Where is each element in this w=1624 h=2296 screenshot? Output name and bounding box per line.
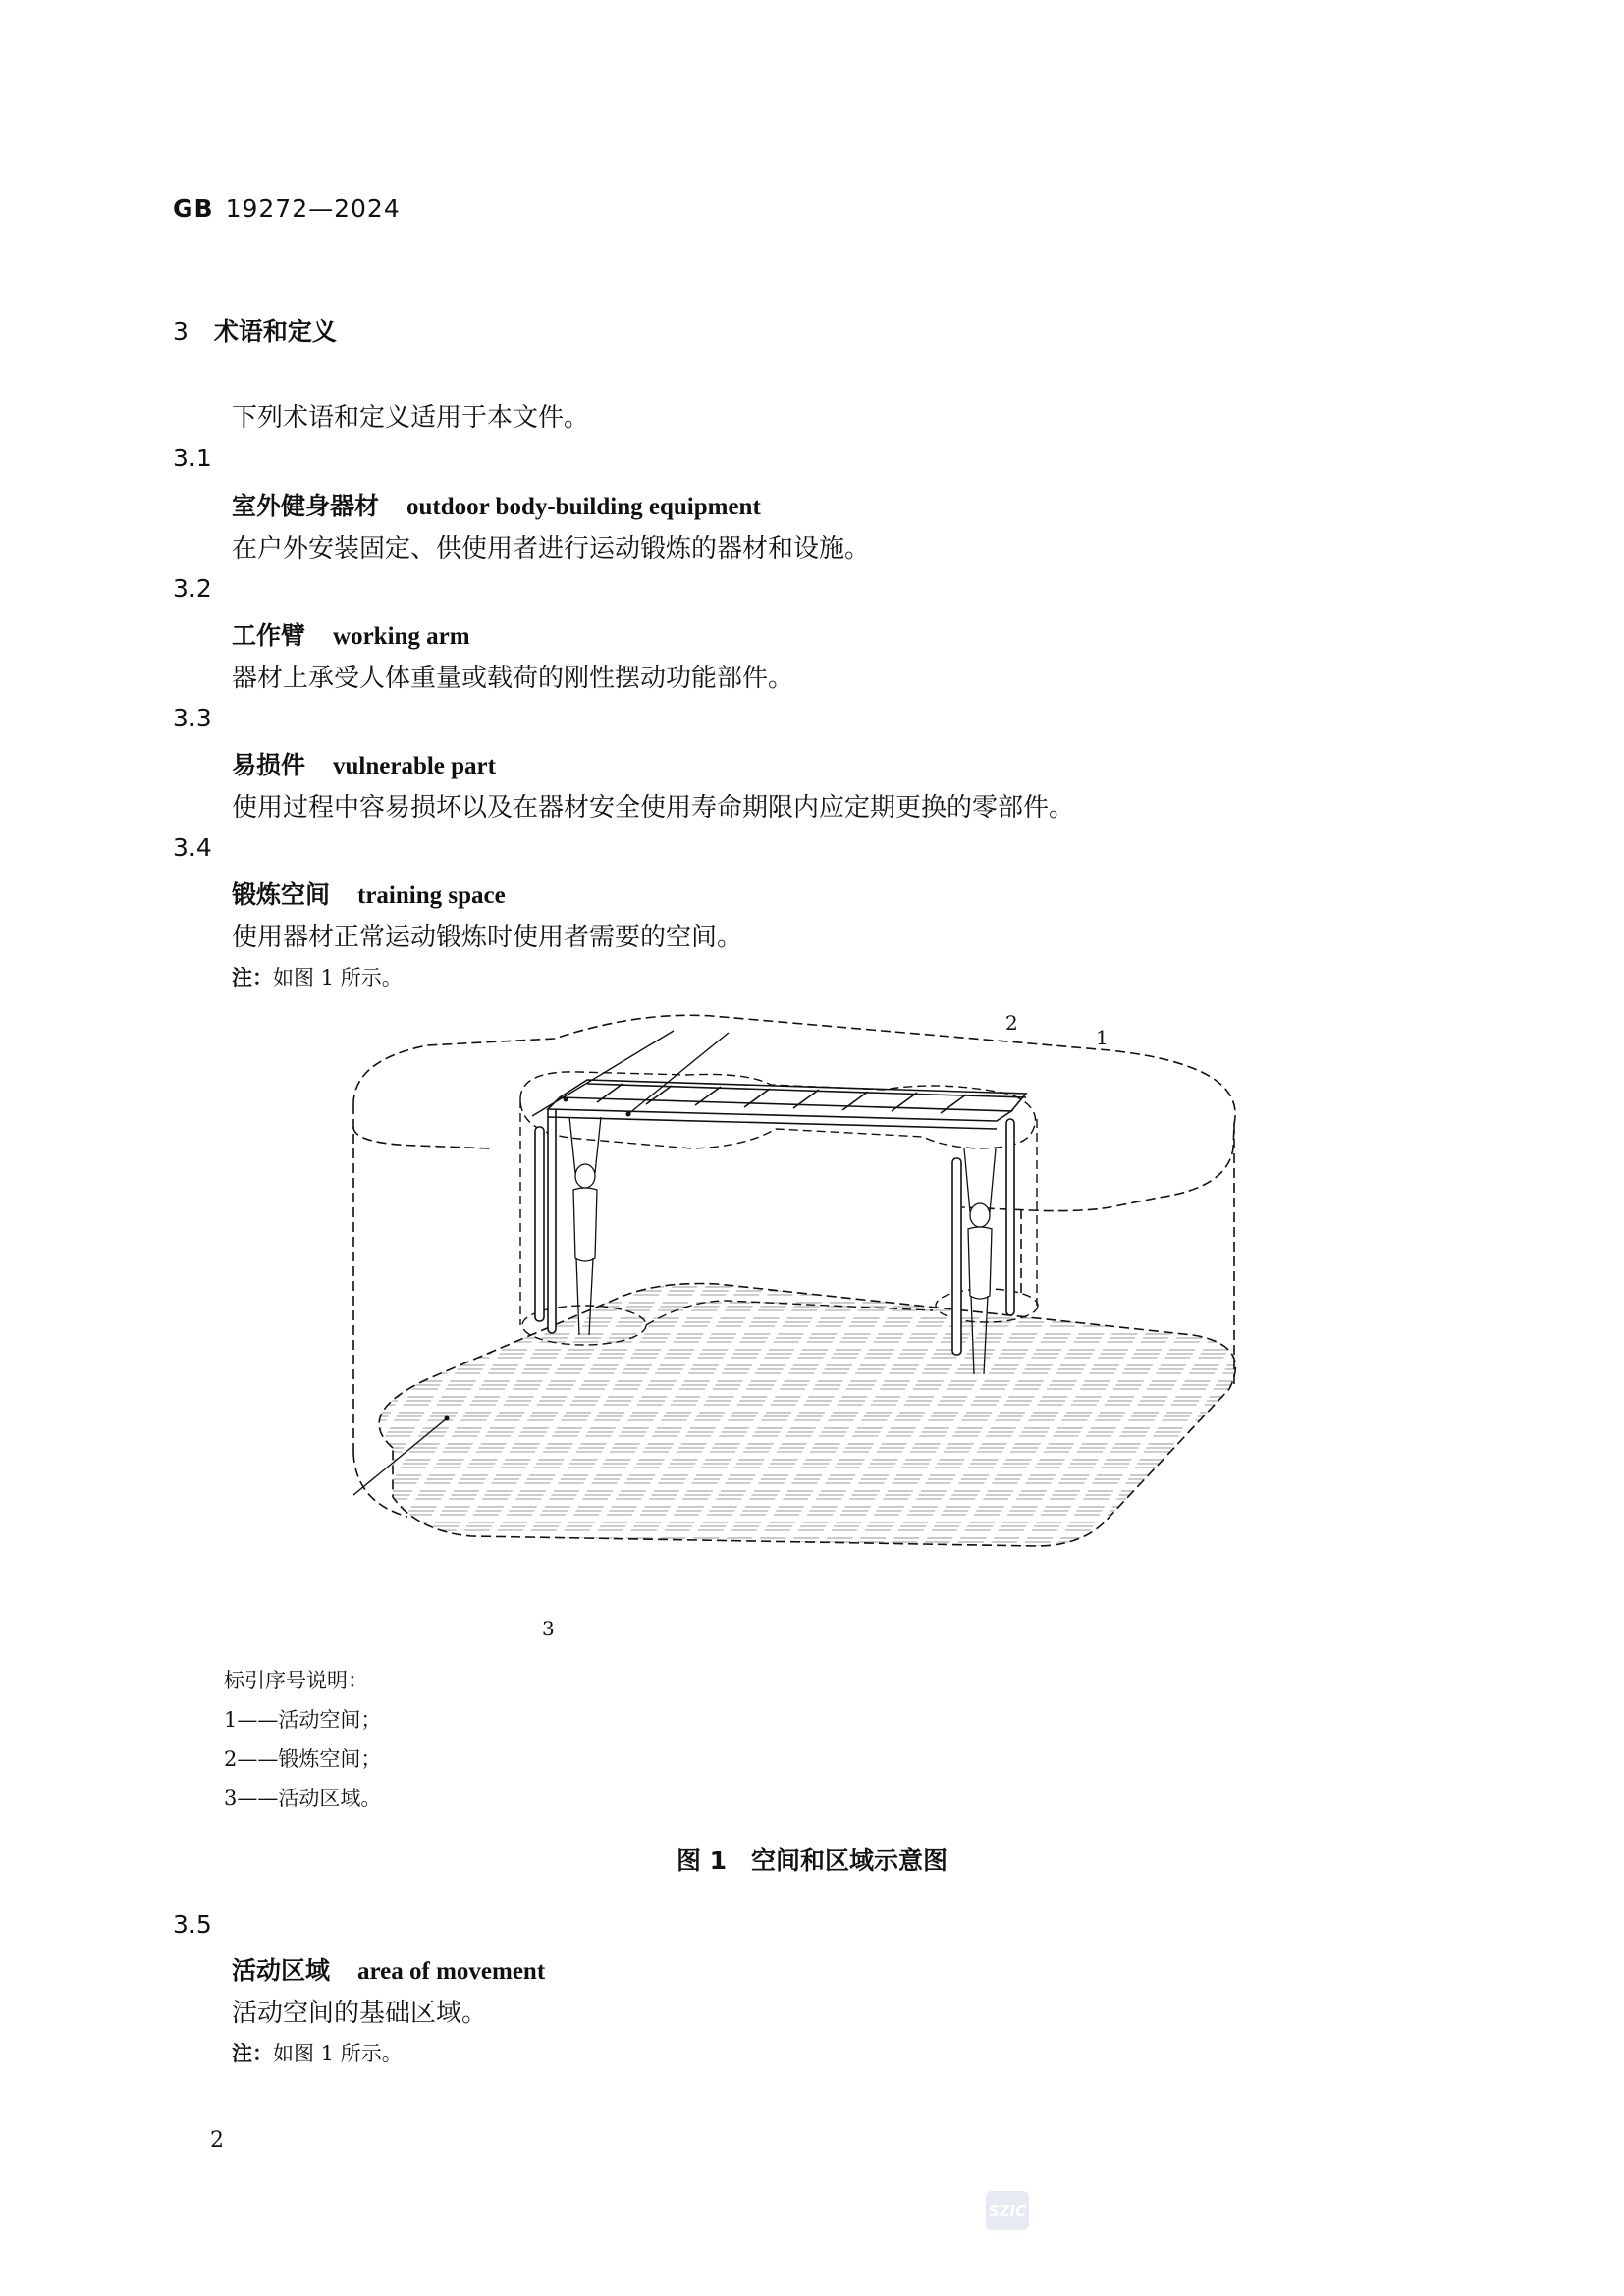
term-title bbox=[232, 487, 761, 522]
term-title bbox=[232, 1951, 545, 1987]
term-en: working arm bbox=[333, 623, 470, 650]
term-number: 3.2 bbox=[173, 574, 212, 603]
term-title bbox=[232, 876, 506, 911]
term-note bbox=[232, 2038, 403, 2067]
page-number: 2 bbox=[210, 2128, 224, 2153]
legend-item: 3——活动区域。 bbox=[224, 1787, 382, 1810]
section-number: 3 bbox=[173, 317, 189, 346]
term-en: outdoor body-building equipment bbox=[406, 494, 761, 520]
figure-caption: 图 1 空间和区域示意图 bbox=[676, 1846, 948, 1875]
term-zh: 室外健身器材 bbox=[232, 492, 380, 520]
term-zh: 活动区域 bbox=[232, 1956, 331, 1985]
callout-2: 2 bbox=[1005, 1011, 1018, 1035]
term-title bbox=[232, 616, 470, 652]
term-note bbox=[232, 962, 403, 991]
term-title bbox=[232, 746, 496, 781]
legend-title: 标引序号说明： bbox=[224, 1669, 368, 1692]
term-zh: 锻炼空间 bbox=[232, 881, 331, 909]
standard-code-header bbox=[173, 194, 401, 223]
note-label: 注： bbox=[232, 966, 273, 989]
term-definition: 使用器材正常运动锻炼时使用者需要的空间。 bbox=[232, 923, 743, 952]
space-and-area-diagram bbox=[334, 1001, 1276, 1649]
term-zh: 易损件 bbox=[232, 751, 306, 779]
term-en: training space bbox=[357, 882, 506, 909]
term-definition: 在户外安装固定、供使用者进行运动锻炼的器材和设施。 bbox=[232, 534, 871, 563]
term-en: vulnerable part bbox=[333, 753, 496, 779]
term-definition: 使用过程中容易损坏以及在器材安全使用寿命期限内应定期更换的零部件。 bbox=[232, 793, 1075, 823]
note-text: 如图 1 所示。 bbox=[273, 2042, 403, 2065]
watermark-logo: SZIC bbox=[986, 2191, 1029, 2230]
header-code: 19272—2024 bbox=[225, 194, 401, 223]
legend-item: 1——活动空间； bbox=[224, 1708, 382, 1732]
term-number: 3.1 bbox=[173, 444, 212, 472]
section-heading bbox=[173, 312, 337, 347]
legend-item: 2——锻炼空间； bbox=[224, 1747, 382, 1771]
person-figure-left bbox=[569, 1117, 601, 1335]
term-number: 3.4 bbox=[173, 833, 212, 862]
intro-text: 下列术语和定义适用于本文件。 bbox=[232, 403, 590, 433]
term-zh: 工作臂 bbox=[232, 621, 306, 650]
term-definition: 器材上承受人体重量或载荷的刚性摆动功能部件。 bbox=[232, 664, 794, 693]
note-text: 如图 1 所示。 bbox=[273, 966, 403, 989]
note-label: 注： bbox=[232, 2042, 273, 2065]
term-number: 3.3 bbox=[173, 704, 212, 732]
header-prefix: GB bbox=[173, 194, 214, 223]
callout-1: 1 bbox=[1096, 1026, 1109, 1049]
term-number: 3.5 bbox=[173, 1910, 212, 1939]
area-of-movement-floor bbox=[379, 1284, 1235, 1547]
callout-3: 3 bbox=[542, 1617, 555, 1640]
section-title: 术语和定义 bbox=[213, 317, 337, 346]
term-definition: 活动空间的基础区域。 bbox=[232, 1999, 488, 2028]
term-en: area of movement bbox=[357, 1958, 546, 1985]
